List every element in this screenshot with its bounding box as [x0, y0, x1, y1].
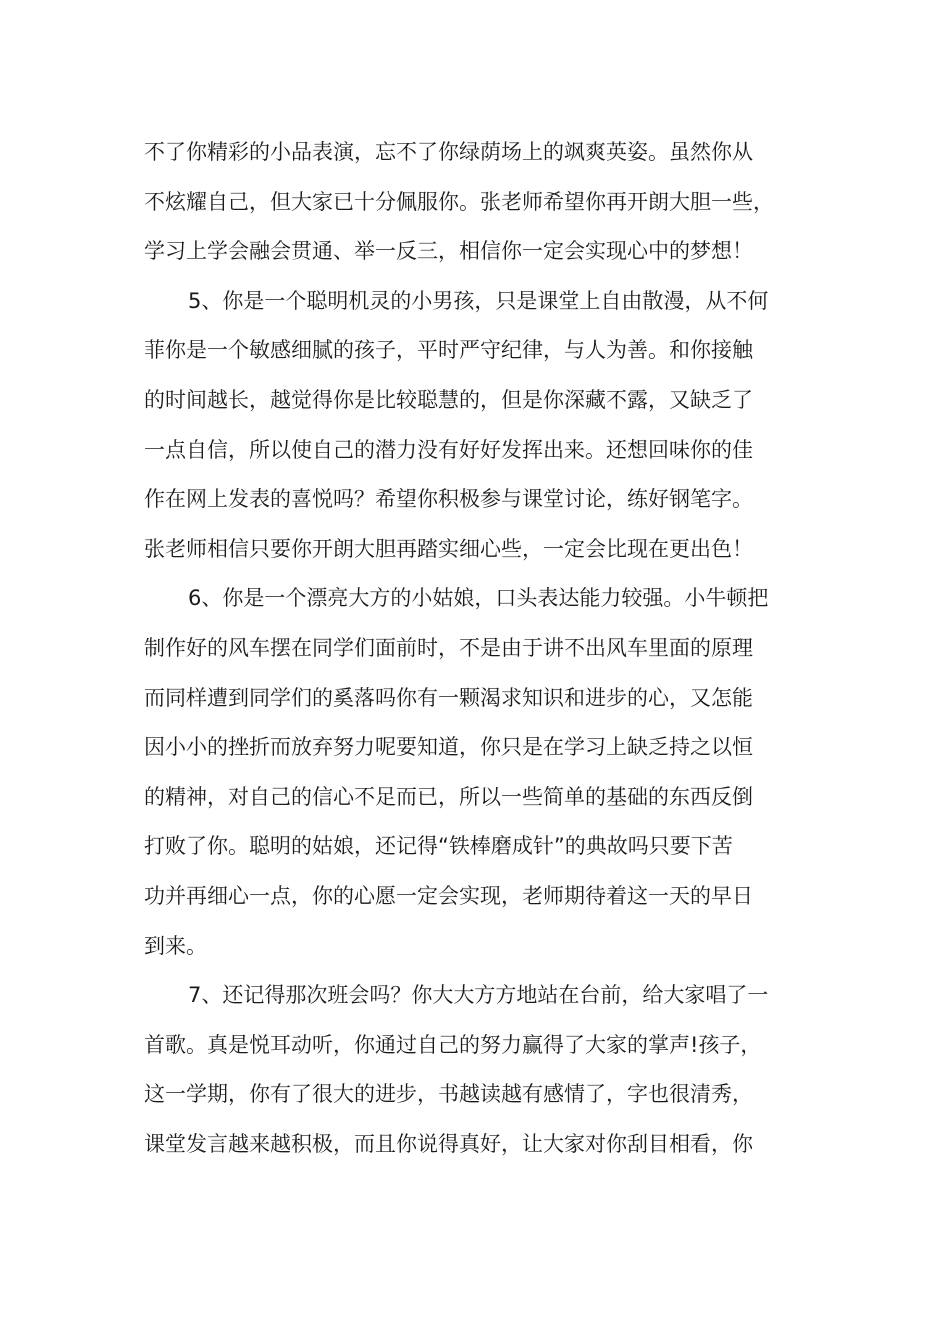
text-line: 而同样遭到同学们的奚落吗你有一颗渴求知识和进步的心，又怎能 — [144, 685, 753, 710]
text-line: 到来。 — [144, 933, 207, 958]
text-line: 功并再细心一点，你的心愿一定会实现，老师期待着这一天的早日 — [144, 883, 753, 908]
text-line: 不炫耀自己，但大家已十分佩服你。张老师希望你再开朗大胆一些， — [144, 189, 774, 214]
text-line: 首歌。真是悦耳动听，你通过自己的努力赢得了大家的掌声!孩子， — [144, 1032, 762, 1057]
text-line: 制作好的风车摆在同学们面前时，不是由于讲不出风车里面的原理 — [144, 635, 753, 660]
text-line: 学习上学会融会贯通、举一反三，相信你一定会实现心中的梦想！ — [144, 239, 753, 264]
text-line: 张老师相信只要你开朗大胆再踏实细心些，一定会比现在更出色！ — [144, 536, 753, 561]
text-line: 的时间越长，越觉得你是比较聪慧的，但是你深藏不露，又缺乏了 — [144, 387, 753, 412]
text-line: 这一学期，你有了很大的进步，书越读越有感情了，字也很清秀， — [144, 1082, 753, 1107]
text-line: 菲你是一个敏感细腻的孩子，平时严守纪律，与人为善。和你接触 — [144, 338, 753, 363]
text-line: 一点自信，所以使自己的潜力没有好好发挥出来。还想回味你的佳 — [144, 437, 753, 462]
text-line: 因小小的挫折而放弃努力呢要知道，你只是在学习上缺乏持之以恒 — [144, 735, 753, 760]
text-line: 作在网上发表的喜悦吗？希望你积极参与课堂讨论，练好钢笔字。 — [144, 487, 753, 512]
text-line: 不了你精彩的小品表演，忘不了你绿荫场上的飒爽英姿。虽然你从 — [144, 140, 753, 164]
text-line: 7、还记得那次班会吗？你大大方方地站在台前，给大家唱了一 — [188, 983, 769, 1008]
text-line: 打败了你。聪明的姑娘，还记得“铁棒磨成针”的典故吗只要下苦 — [144, 834, 733, 859]
text-line: 的精神，对自己的信心不足而已，所以一些简单的基础的东西反倒 — [144, 784, 753, 809]
text-line: 课堂发言越来越积极，而且你说得真好，让大家对你刮目相看，你 — [144, 1131, 753, 1156]
text-line: 6、你是一个漂亮大方的小姑娘，口头表达能力较强。小牛顿把 — [188, 586, 769, 611]
body-text — [144, 128, 824, 1169]
text-line: 5、你是一个聪明机灵的小男孩，只是课堂上自由散漫，从不何 — [188, 288, 769, 313]
